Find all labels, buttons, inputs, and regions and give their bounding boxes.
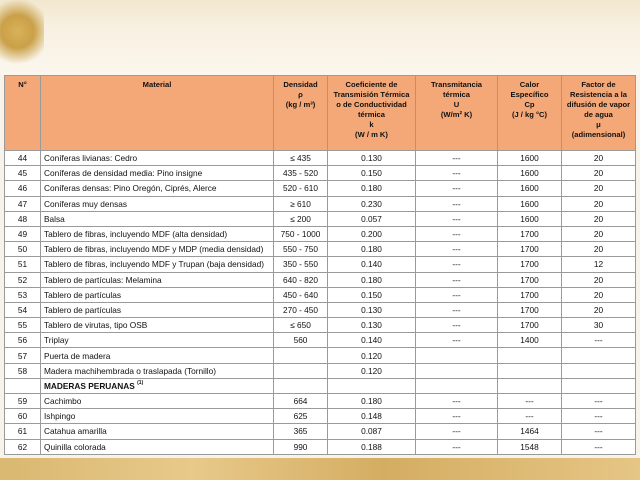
table-row [5, 166, 636, 181]
table-row [5, 409, 636, 424]
vapor-resistance-value: 20 [562, 196, 636, 211]
specific-heat-value: 1700 [498, 287, 562, 302]
specific-heat-value: 1700 [498, 318, 562, 333]
header-conductivity [328, 76, 416, 151]
density-value: 520 - 610 [274, 181, 328, 196]
header-specific-heat [498, 76, 562, 151]
transmittance-value [416, 348, 498, 363]
vapor-resistance-value: --- [562, 439, 636, 454]
transmittance-value [416, 363, 498, 378]
row-number [5, 378, 41, 393]
transmittance-value: --- [416, 302, 498, 317]
row-number: 45 [5, 166, 41, 181]
row-number: 58 [5, 363, 41, 378]
row-number: 60 [5, 409, 41, 424]
vapor-resistance-value [562, 363, 636, 378]
specific-heat-value: 1700 [498, 302, 562, 317]
conductivity-value: 0.087 [328, 424, 416, 439]
conductivity-value: 0.188 [328, 439, 416, 454]
header-line: U [453, 100, 460, 109]
transmittance-value: --- [416, 409, 498, 424]
specific-heat-value: 1700 [498, 242, 562, 257]
material-name: Puerta de madera [41, 348, 274, 363]
header-material: Material [41, 76, 274, 151]
table-row [5, 226, 636, 241]
specific-heat-value [498, 378, 562, 393]
vapor-resistance-value: --- [562, 333, 636, 348]
conductivity-value: 0.180 [328, 181, 416, 196]
header-line: difusión de vapor [566, 100, 631, 109]
row-number: 44 [5, 151, 41, 166]
density-value: 270 - 450 [274, 302, 328, 317]
row-number: 47 [5, 196, 41, 211]
vapor-resistance-value: 20 [562, 211, 636, 226]
material-name: Tablero de fibras, incluyendo MDF (alta densidad) [41, 226, 274, 241]
vapor-resistance-value: 20 [562, 226, 636, 241]
header-line: Factor de [581, 80, 616, 89]
header-line: (W / m K) [355, 130, 388, 139]
header-line: Resistencia a la [570, 90, 627, 99]
vapor-resistance-value: 20 [562, 181, 636, 196]
density-value [274, 348, 328, 363]
transmittance-value: --- [416, 166, 498, 181]
density-value: 664 [274, 394, 328, 409]
table-row [5, 272, 636, 287]
table-row [5, 424, 636, 439]
specific-heat-value: 1548 [498, 439, 562, 454]
table-row [5, 348, 636, 363]
header-line: Transmisión Térmica [333, 90, 410, 99]
vapor-resistance-value [562, 378, 636, 393]
density-value: 560 [274, 333, 328, 348]
material-name: Coníferas livianas: Cedro [41, 151, 274, 166]
transmittance-value [416, 378, 498, 393]
material-name: MADERAS PERUANAS $^{(1)}$ [41, 378, 274, 393]
header-line: ρ [298, 90, 303, 99]
material-name: Coníferas muy densas [41, 196, 274, 211]
transmittance-value: --- [416, 211, 498, 226]
specific-heat-value: 1700 [498, 272, 562, 287]
header-line: (kg / m³) [285, 100, 316, 109]
table-row [5, 318, 636, 333]
transmittance-value: --- [416, 181, 498, 196]
conductivity-value: 0.120 [328, 348, 416, 363]
header-vapor-resistance [562, 76, 636, 151]
row-number: 57 [5, 348, 41, 363]
conductivity-value: 0.130 [328, 318, 416, 333]
specific-heat-value: 1600 [498, 151, 562, 166]
material-name: Balsa [41, 211, 274, 226]
materials-table [4, 75, 636, 455]
header-line: de agua [584, 110, 613, 119]
material-name: Catahua amarilla [41, 424, 274, 439]
vapor-resistance-value: --- [562, 409, 636, 424]
row-number: 56 [5, 333, 41, 348]
transmittance-value: --- [416, 242, 498, 257]
conductivity-value: 0.140 [328, 257, 416, 272]
vapor-resistance-value: 20 [562, 272, 636, 287]
transmittance-value: --- [416, 287, 498, 302]
header-density [274, 76, 328, 151]
header-line: (adimensional) [571, 130, 626, 139]
table-row [5, 211, 636, 226]
conductivity-value: 0.180 [328, 394, 416, 409]
density-value: ≤ 200 [274, 211, 328, 226]
conductivity-value: 0.180 [328, 242, 416, 257]
vapor-resistance-value: 30 [562, 318, 636, 333]
material-name: Coníferas de densidad media: Pino insigne [41, 166, 274, 181]
header-line: o de Conductividad [336, 100, 407, 109]
specific-heat-value: 1600 [498, 181, 562, 196]
table-row [5, 394, 636, 409]
header-transmittance [416, 76, 498, 151]
tree-decoration [0, 0, 44, 70]
density-value: 750 - 1000 [274, 226, 328, 241]
conductivity-value: 0.120 [328, 363, 416, 378]
vapor-resistance-value: 20 [562, 166, 636, 181]
transmittance-value: --- [416, 439, 498, 454]
row-number: 51 [5, 257, 41, 272]
material-name: Cachimbo [41, 394, 274, 409]
material-name: Madera machihembrada o traslapada (Tornillo) [41, 363, 274, 378]
table-row [5, 363, 636, 378]
specific-heat-value: 1600 [498, 211, 562, 226]
table-row [5, 333, 636, 348]
header-line: μ [596, 120, 601, 129]
material-name: Tablero de partículas [41, 287, 274, 302]
transmittance-value: --- [416, 151, 498, 166]
specific-heat-value: 1700 [498, 226, 562, 241]
conductivity-value: 0.148 [328, 409, 416, 424]
header-line: Cp [524, 100, 535, 109]
specific-heat-value: 1600 [498, 166, 562, 181]
row-number: 46 [5, 181, 41, 196]
conductivity-value: 0.130 [328, 302, 416, 317]
conductivity-value: 0.180 [328, 272, 416, 287]
specific-heat-value: 1600 [498, 196, 562, 211]
specific-heat-value: --- [498, 409, 562, 424]
transmittance-value: --- [416, 318, 498, 333]
specific-heat-value [498, 348, 562, 363]
density-value: 640 - 820 [274, 272, 328, 287]
vapor-resistance-value: 20 [562, 151, 636, 166]
density-value: ≤ 435 [274, 151, 328, 166]
materials-table-container [4, 75, 635, 455]
density-value: 350 - 550 [274, 257, 328, 272]
material-name: Coníferas densas: Pino Oregón, Ciprés, Alerce [41, 181, 274, 196]
vapor-resistance-value: --- [562, 394, 636, 409]
material-name: Tablero de fibras, incluyendo MDF y Trupan (baja densidad) [41, 257, 274, 272]
specific-heat-value [498, 363, 562, 378]
table-row [5, 287, 636, 302]
table-row [5, 196, 636, 211]
row-number: 55 [5, 318, 41, 333]
density-value: ≥ 610 [274, 196, 328, 211]
conductivity-value: 0.200 [328, 226, 416, 241]
header-line: k [369, 120, 374, 129]
material-name: Quinilla colorada [41, 439, 274, 454]
transmittance-value: --- [416, 394, 498, 409]
conductivity-value: 0.130 [328, 151, 416, 166]
vapor-resistance-value [562, 348, 636, 363]
transmittance-value: --- [416, 424, 498, 439]
vapor-resistance-value: --- [562, 424, 636, 439]
specific-heat-value: 1400 [498, 333, 562, 348]
table-row [5, 439, 636, 454]
transmittance-value: --- [416, 333, 498, 348]
table-row [5, 151, 636, 166]
row-number: 48 [5, 211, 41, 226]
density-value: 990 [274, 439, 328, 454]
header-line: térmica [442, 90, 471, 99]
row-number: 52 [5, 272, 41, 287]
vapor-resistance-value: 20 [562, 242, 636, 257]
table-row [5, 181, 636, 196]
material-name: Tablero de virutas, tipo OSB [41, 318, 274, 333]
row-number: 50 [5, 242, 41, 257]
transmittance-value: --- [416, 226, 498, 241]
row-number: 59 [5, 394, 41, 409]
row-number: 49 [5, 226, 41, 241]
vapor-resistance-value: 12 [562, 257, 636, 272]
material-name: Ishpingo [41, 409, 274, 424]
density-value: ≤ 650 [274, 318, 328, 333]
conductivity-value [328, 378, 416, 393]
header-line: (W/m² K) [440, 110, 473, 119]
material-name: Tablero de partículas: Melamina [41, 272, 274, 287]
row-number: 54 [5, 302, 41, 317]
density-value: 550 - 750 [274, 242, 328, 257]
table-row [5, 257, 636, 272]
density-value: 435 - 520 [274, 166, 328, 181]
conductivity-value: 0.230 [328, 196, 416, 211]
background-bottom [0, 458, 640, 480]
density-value: 450 - 640 [274, 287, 328, 302]
table-row [5, 242, 636, 257]
footnote-marker: (1) [137, 379, 144, 386]
conductivity-value: 0.140 [328, 333, 416, 348]
background-top [0, 0, 640, 75]
material-name: Tablero de fibras, incluyendo MDF y MDP (media densidad) [41, 242, 274, 257]
header-line: Coeficiente de [345, 80, 398, 89]
density-value: 365 [274, 424, 328, 439]
transmittance-value: --- [416, 257, 498, 272]
table-header [5, 76, 636, 151]
header-line: Transmitancia [430, 80, 483, 89]
header-number: N° [5, 76, 41, 151]
row-number: 53 [5, 287, 41, 302]
density-value [274, 378, 328, 393]
specific-heat-value: --- [498, 394, 562, 409]
density-value: 625 [274, 409, 328, 424]
table-row [5, 302, 636, 317]
header-line: térmica [357, 110, 386, 119]
header-line: Calor [519, 80, 540, 89]
vapor-resistance-value: 20 [562, 287, 636, 302]
header-line: (J / kg °C) [511, 110, 548, 119]
header-line: Densidad [283, 80, 318, 89]
vapor-resistance-value: 20 [562, 302, 636, 317]
table-body [5, 151, 636, 455]
row-number: 62 [5, 439, 41, 454]
table-row [5, 378, 636, 393]
specific-heat-value: 1700 [498, 257, 562, 272]
conductivity-value: 0.150 [328, 287, 416, 302]
material-name: Tablero de partículas [41, 302, 274, 317]
header-line: Específico [510, 90, 549, 99]
specific-heat-value: 1464 [498, 424, 562, 439]
material-name: Triplay [41, 333, 274, 348]
conductivity-value: 0.150 [328, 166, 416, 181]
transmittance-value: --- [416, 272, 498, 287]
density-value [274, 363, 328, 378]
conductivity-value: 0.057 [328, 211, 416, 226]
row-number: 61 [5, 424, 41, 439]
transmittance-value: --- [416, 196, 498, 211]
